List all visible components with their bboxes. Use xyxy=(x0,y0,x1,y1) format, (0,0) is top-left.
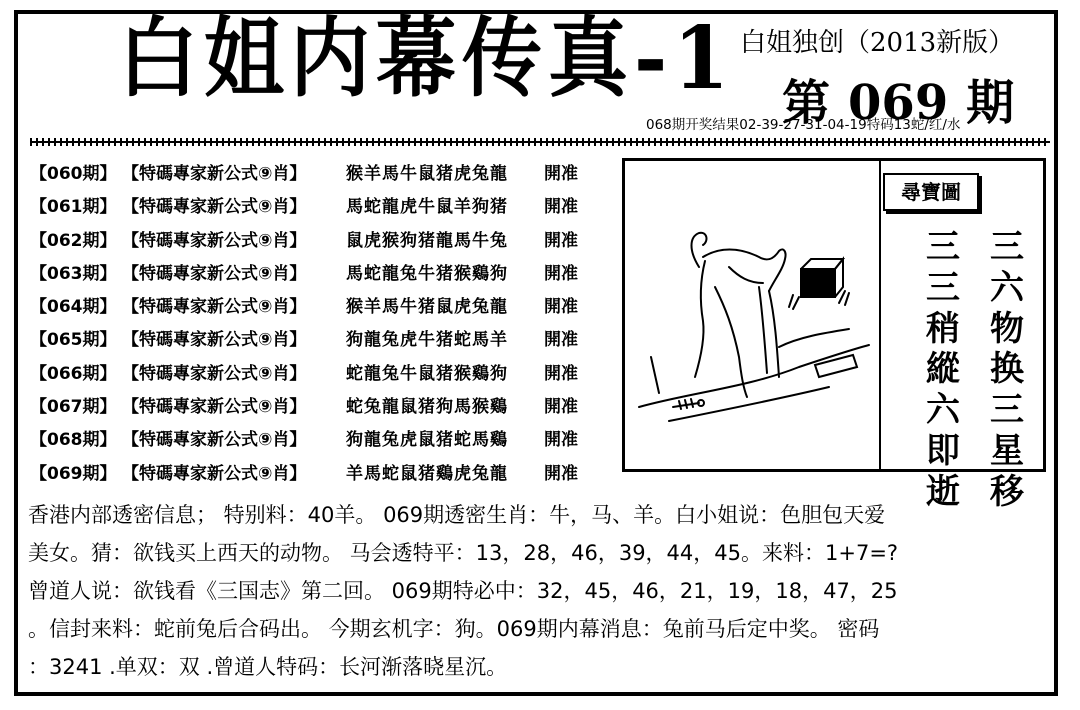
issue-prefix: 第 xyxy=(782,75,831,131)
row-period: 【062期】 xyxy=(30,230,117,251)
row-period: 【066期】 xyxy=(30,363,117,384)
treasure-map-label: 尋寶圖 xyxy=(883,173,979,211)
row-zodiac: 蛇兔龍鼠猪狗馬猴鷄 xyxy=(346,397,508,418)
row-period: 【060期】 xyxy=(30,164,117,184)
row-formula: 【特碼專家新公式⑨肖】 xyxy=(122,330,307,351)
row-status: 開准 xyxy=(544,463,578,484)
row-status: 開准 xyxy=(544,164,578,184)
row-formula: 【特碼專家新公式⑨肖】 xyxy=(122,397,307,418)
row-status: 開准 xyxy=(544,230,578,251)
table-row xyxy=(30,324,578,357)
table-row xyxy=(30,358,578,391)
table-row xyxy=(30,424,578,457)
page-title: 白姐内幕传真-1 xyxy=(118,7,735,109)
poem-right: 三六物换三星移 xyxy=(990,227,1024,512)
poem-left: 三三稍縱六即逝 xyxy=(926,227,960,512)
row-formula: 【特碼專家新公式⑨肖】 xyxy=(122,263,307,284)
formula-table xyxy=(30,158,578,491)
row-status: 開准 xyxy=(544,363,578,384)
info-paragraph xyxy=(28,496,1040,686)
info-line: 香港内部透密信息； 特别料：40羊。 069期透密生肖：牛，马、羊。白小姐说：色胆包天爱 xyxy=(28,503,886,527)
row-formula: 【特碼專家新公式⑨肖】 xyxy=(122,463,307,484)
table-row xyxy=(30,225,578,258)
table-row xyxy=(30,191,578,224)
row-zodiac: 蛇龍兔牛鼠猪猴鷄狗 xyxy=(346,363,508,384)
issue-value: 069 xyxy=(848,75,949,131)
result-line: 068期开奖结果02-39-27-31-04-19特码13蛇/红/水 xyxy=(646,117,961,133)
row-period: 【065期】 xyxy=(30,330,117,351)
row-formula: 【特碼專家新公式⑨肖】 xyxy=(122,197,307,218)
table-row xyxy=(30,258,578,291)
row-zodiac: 羊馬蛇鼠猪鷄虎兔龍 xyxy=(346,463,508,484)
row-status: 開准 xyxy=(544,263,578,284)
row-zodiac: 猴羊馬牛猪鼠虎兔龍 xyxy=(346,297,508,318)
decorative-rule xyxy=(30,136,1050,148)
row-formula: 【特碼專家新公式⑨肖】 xyxy=(122,164,307,184)
row-formula: 【特碼專家新公式⑨肖】 xyxy=(122,230,307,251)
treasure-panel xyxy=(622,158,1046,512)
info-line: 美女。猜：欲钱买上西天的动物。 马会透特平：13，28，46，39，44，45。来料：1+7=? xyxy=(28,541,899,565)
row-formula: 【特碼專家新公式⑨肖】 xyxy=(122,430,307,451)
table-row xyxy=(30,391,578,424)
info-line: ：3241 .单双：双 .曾道人特码：长河渐落晓星沉。 xyxy=(28,655,508,679)
row-zodiac: 猴羊馬牛鼠猪虎兔龍 xyxy=(346,164,508,184)
row-formula: 【特碼專家新公式⑨肖】 xyxy=(122,363,307,384)
row-period: 【063期】 xyxy=(30,263,117,284)
row-zodiac: 馬蛇龍虎牛鼠羊狗猪 xyxy=(346,197,508,218)
row-status: 開准 xyxy=(544,197,578,218)
row-status: 開准 xyxy=(544,330,578,351)
row-status: 開准 xyxy=(544,297,578,318)
row-zodiac: 狗龍兔虎鼠猪蛇馬鷄 xyxy=(346,430,508,451)
row-period: 【067期】 xyxy=(30,397,117,418)
row-period: 【068期】 xyxy=(30,430,117,451)
row-zodiac: 狗龍兔虎牛猪蛇馬羊 xyxy=(346,330,508,351)
table-row xyxy=(30,158,578,191)
row-zodiac: 鼠虎猴狗猪龍馬牛兔 xyxy=(346,230,508,251)
row-status: 開准 xyxy=(544,430,578,451)
panel-divider xyxy=(879,161,881,469)
info-line: 曾道人说：欲钱看《三国志》第二回。 069期特必中：32，45，46，21，19，18，47，25 xyxy=(28,579,898,603)
row-formula: 【特碼專家新公式⑨肖】 xyxy=(122,297,307,318)
dog-sketch-illustration xyxy=(629,217,875,433)
row-period: 【069期】 xyxy=(30,463,117,484)
table-row xyxy=(30,291,578,324)
issue-suffix: 期 xyxy=(966,75,1015,131)
row-period: 【061期】 xyxy=(30,197,117,218)
row-zodiac: 馬蛇龍兔牛猪猴鷄狗 xyxy=(346,263,508,284)
row-status: 開准 xyxy=(544,397,578,418)
row-period: 【064期】 xyxy=(30,297,117,318)
info-line: 。信封来料：蛇前兔后合码出。 今期玄机字：狗。069期内幕消息：兔前马后定中奖。 密码 xyxy=(28,617,880,641)
edition-label: 白姐独创（2013新版） xyxy=(740,28,1015,58)
table-row xyxy=(30,458,578,491)
